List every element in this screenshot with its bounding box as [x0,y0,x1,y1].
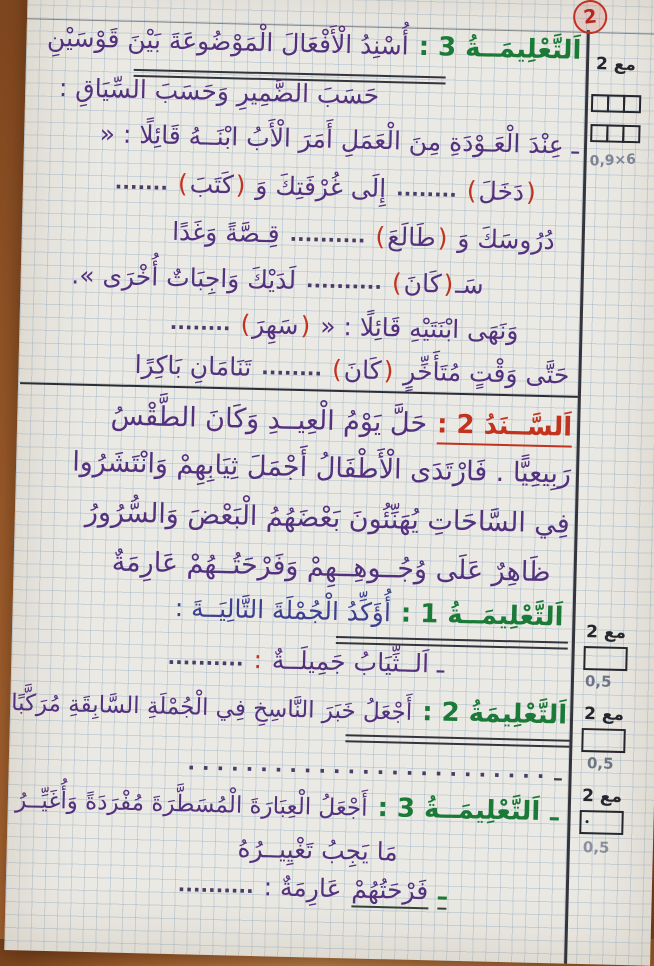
close-paren: ) [331,354,343,385]
list-dash: ـ [438,877,447,910]
open-paren: ( [300,311,311,341]
support-text-line4 [110,546,552,588]
fill-line-kana [70,260,485,299]
verb-talaa: طَالَعَ [386,222,437,253]
verb-kana: كَانَ [343,355,383,386]
support-sentence: فِي السَّاحَاتِ يُهَنِّئُونَ بَعْضَهُمُ الْبَعْضَ وَالسُّرُورُ [84,496,571,540]
verb-sahira: سَهِرَ [251,309,299,340]
task3-top-line [46,23,583,66]
sentence-fragment: عَارِمَةٌ : [263,872,342,904]
grade-boxes-row1 [593,94,641,113]
grade-cell [623,95,641,113]
criteria-label-b: مع 2 [583,704,625,726]
answer-dots: ........ [169,309,231,336]
support-text-line3 [84,497,572,540]
verb-dakhala: دَخَلَ [478,176,525,207]
support-sentence: ظَاهِرٌ عَلَى وُجُــوهِــهِمْ وَفَرْحَتُــهُمْ عَارِمَةٌ [111,546,551,589]
score-value-c: 0,5 [582,838,610,857]
open-paren: ( [437,223,448,253]
task3b-statement-line2 [236,834,399,867]
close-paren: ) [391,268,403,298]
sentence-fragment: إِلَى غُرْفَتِكَ وَ [255,170,387,204]
daughters-sentence: وَنَهَى ابْنَتَيْهِ قَائِلًا : « [319,311,519,346]
page-number: 2 [582,5,599,29]
red-correction-mark: : [253,644,263,675]
text-line-father [98,119,580,160]
answer-dots: .......... [167,644,244,671]
task3-header: اَلتَّعْلِيمَــةُ 3 : [418,31,582,66]
support-sentence: رَبِيعِيًّا . فَارْتَدَى الْأَطْفَالُ أَجْمَلَ ثِيَابِهِمْ وَانْتَشَرُوا [71,446,572,490]
criteria-label-a: مع 2 [585,622,627,644]
answer-dots: .......... [305,268,383,294]
task1-line [173,593,564,633]
fill-line-talaa [171,217,556,255]
grade-boxes-row2 [592,124,640,143]
open-paren: ( [525,177,537,207]
close-paren: ) [240,309,251,339]
support-text-line1 [109,400,573,442]
criteria-label-c: مع 2 [581,786,623,808]
answer-dots: ....... [114,169,169,195]
task3b-statement: أَجْعَلُ الْعِبَارَةَ الْمُسَطَّرَةَ مُفْرَدَةً وَأُغَيِّــرُ [14,787,368,822]
fill-line-sahira [168,308,519,346]
points-formula: 0,9×6 [589,151,637,170]
close-paren: ) [466,176,477,206]
answer2-dotted-line [186,748,563,786]
sentence-fragment: قِـصَّةً وَغَدًا [171,216,281,249]
sentence-fragment: لَدَيْكَ وَاجِبَاتٌ أُخْرَى ». [71,260,297,295]
father-sentence: ـ عِنْدَ الْعَـوْدَةِ مِنَ الْعَمَلِ أَمَرَ الْأَبُ ابْنَــهُ قَائِلًا : « [99,119,580,160]
score-value-a: 0,5 [584,672,612,691]
answer-dots: . . . . . . . . . . . . . . . . . . . . . . . . . [187,750,545,784]
answer-dots: .......... [289,221,366,248]
task2-statement: أَجْعَلُ خَبَرَ النَّاسِخِ فِي الْجُمْلَةِ السَّابِقَةِ مُرَكَّبًا [10,690,413,726]
close-paren: ) [177,168,189,199]
statement-continuation: حَسَبَ الضَّمِيرِ وَحَسَبَ السِّيَاقِ : [58,73,380,110]
support-sentence: حَلَّ يَوْمُ الْعِيــدِ وَكَانَ الطَّقْسُ [110,400,428,440]
answer-dash: ـ [554,757,563,787]
verb-kataba: كَتَبَ [189,169,235,200]
task2-line [10,687,569,731]
open-paren: ( [235,170,246,200]
task2-header: اَلتَّعْلِيمَةُ 2 : [421,697,568,731]
open-paren: ( [443,269,454,299]
list-dash: ـ [549,797,560,827]
double-underline-task2 [345,734,569,747]
pen-dot [585,820,588,823]
task1-statement: أُؤَكِّدُ الْجُمْلَةَ التَّالِيَــةَ : [174,593,392,628]
underlined-phrase: فَرْحَتُهُمْ [351,874,429,909]
sentence-fragment: حَتَّى وَقْتٍ مُتَأَخِّرٍ [403,356,570,390]
task3b-line [14,784,560,827]
score-box-b [581,728,626,753]
sentence-fragment: دُرُوسَكَ وَ [457,223,556,256]
score-value-b: 0,5 [586,754,614,773]
statement-continuation: مَا يَجِبُ تَغْيِيــرُهُ [237,833,399,867]
task1-header: اَلتَّعْلِيمَــةُ 1 : [400,598,564,633]
answer1-line [166,643,445,679]
prefix-sa: سَـ [454,269,484,300]
task3-statement: أُسْنِدُ الْأَفْعَالَ الْمَوْضُوعَةَ بَيْنَ قَوْسَيْنِ [46,22,410,61]
task3b-header: اَلتَّعْلِيمَــةُ 3 : [377,793,541,828]
answer-dots: ........ [395,176,458,202]
answer-dots: .......... [177,872,255,899]
verb-kana: كَانَ [403,268,442,299]
grade-cell [622,125,640,143]
score-box-a [583,646,628,671]
exam-sheet-paper [4,0,654,966]
answer3-line [176,870,448,906]
criteria-label-top: مع 2 [595,54,637,76]
support2-header: اَلسَّــنَدُ 2 : [437,409,573,447]
support-text-line2 [71,446,572,489]
score-box-c [579,810,624,835]
answer-dots: ........ [261,355,323,381]
fill-line-dakhala-kataba [113,167,537,206]
sentence-fragment: تَنَامَانِ بَاكِرًا [134,349,252,382]
open-paren: ( [383,356,394,386]
close-paren: ) [375,221,386,252]
handwritten-content [4,0,588,964]
fill-line-kana2 [133,350,570,390]
sentence-clothes: ـ اَلــثِّيَابُ جَمِيلَــةٌ [271,645,445,679]
